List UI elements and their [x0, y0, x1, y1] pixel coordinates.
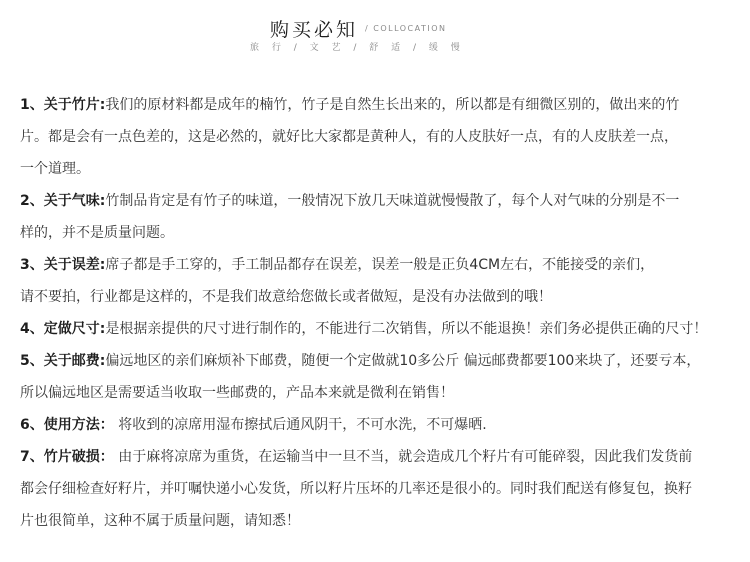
note-line	[20, 185, 735, 217]
page-tagline: / COLLOCATION	[365, 24, 447, 33]
note-line	[20, 313, 735, 345]
note-line	[20, 89, 735, 121]
note-line: 所以偏远地区是需要适当收取一些邮费的，产品本来就是微利在销售！	[20, 385, 454, 401]
note-label: 4、定做尺寸:	[20, 321, 106, 337]
note-line	[20, 441, 735, 473]
note-label: 1、关于竹片:	[20, 97, 106, 113]
note-label: 3、关于误差:	[20, 257, 106, 273]
note-line: 片。都是会有一点色差的，这是必然的，就好比大家都是黄种人，有的人皮肤好一点，有的人皮肤差一点，	[20, 129, 678, 145]
note-text: 是根据亲提供的尺寸进行制作的，不能进行二次销售，所以不能退换！亲们务必提供正确的尺寸！	[105, 321, 708, 337]
note-line	[20, 249, 735, 281]
note-label: 5、关于邮费:	[20, 353, 106, 369]
note-line	[20, 345, 735, 377]
notice-list	[20, 89, 735, 537]
note-text: 将收到的凉席用湿布擦拭后通风阴干，不可水洗，不可爆晒.	[113, 417, 487, 433]
note-text: 我们的原材料都是成年的楠竹，竹子是自然生长出来的，所以都是有细微区别的，做出来的竹	[105, 97, 680, 113]
note-line	[20, 409, 735, 441]
note-text: 竹制品肯定是有竹子的味道，一般情况下放几天味道就慢慢散了，每个人对气味的分别是不一	[105, 193, 680, 209]
note-label: 6、使用方法：	[20, 417, 114, 433]
page-title: 购买必知	[270, 19, 359, 41]
page-subtitle: 旅 行 / 文 艺 / 舒 适 / 缓 慢	[250, 43, 465, 53]
note-line: 一个道理。	[20, 161, 90, 177]
note-text: 由于麻将凉席为重货，在运输当中一旦不当，就会造成几个籽片有可能碎裂，因此我们发货前	[113, 449, 693, 465]
note-label: 2、关于气味:	[20, 193, 106, 209]
note-line: 片也很简单，这种不属于质量问题，请知悉！	[20, 513, 300, 529]
note-line: 样的，并不是质量问题。	[20, 225, 174, 241]
note-text: 偏远地区的亲们麻烦补下邮费，随便一个定做就10多公斤 偏远邮费都要100来块了，还要亏本，	[105, 353, 701, 369]
note-line: 都会仔细检查好籽片，并叮嘱快递小心发货，所以籽片压坏的几率还是很小的。同时我们配送有修复包，换籽	[20, 481, 692, 497]
note-label: 7、竹片破损：	[20, 449, 114, 465]
note-line: 请不要拍，行业都是这样的，不是我们故意给您做长或者做短，是没有办法做到的哦！	[20, 289, 552, 305]
note-text: 席子都是手工穿的，手工制品都存在误差，误差一般是正负4CM左右，不能接受的亲们，	[105, 257, 655, 273]
